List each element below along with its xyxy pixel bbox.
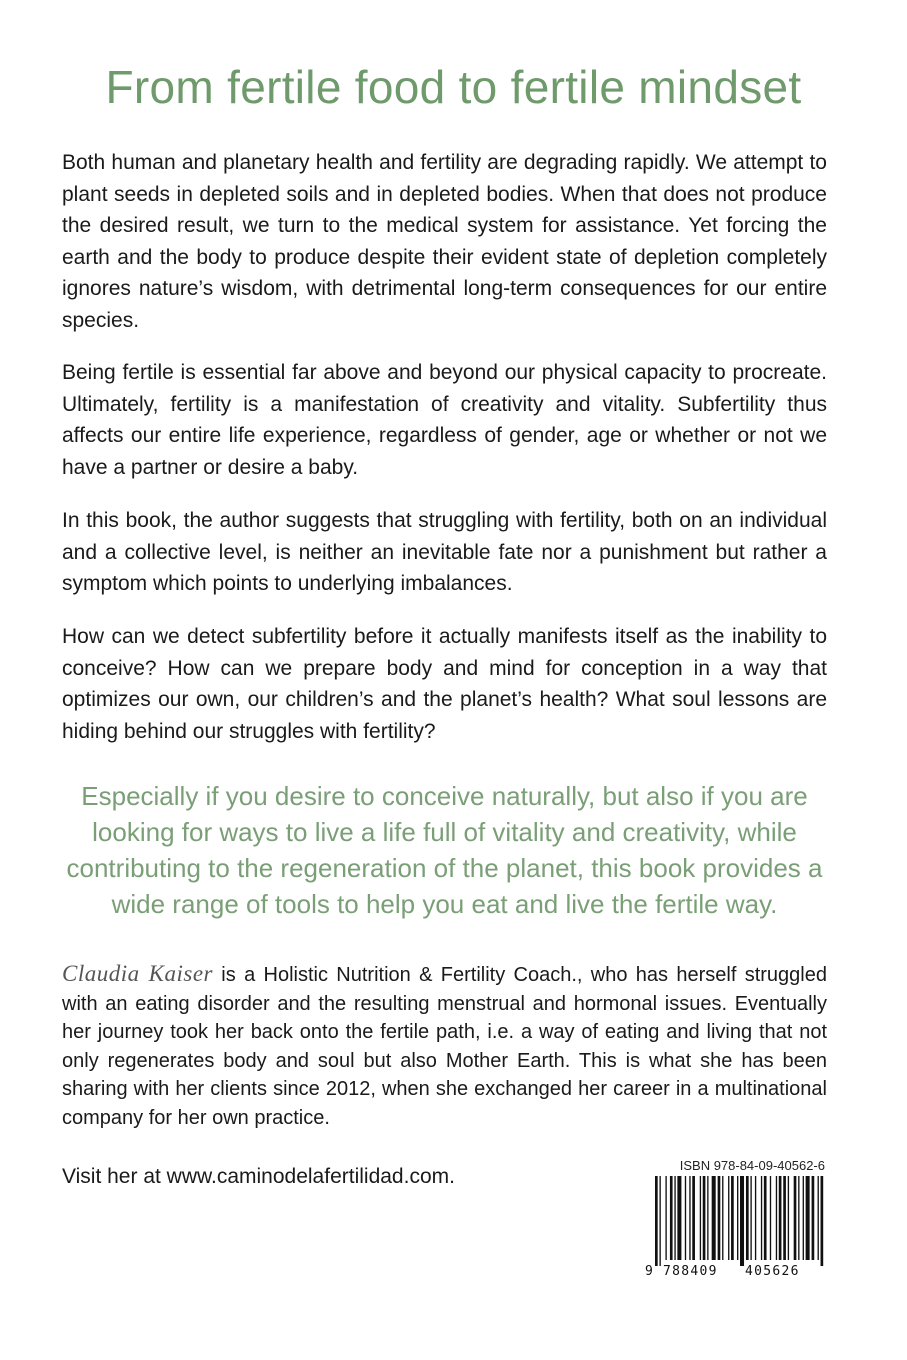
barcode-bar xyxy=(731,1176,734,1260)
isbn-barcode-block xyxy=(645,1158,825,1283)
paragraph-being-fertile: Being fertile is essential far above and beyond our physical capacity to procreate. Ultimately, fertility is a manifestation of creativity and vitality. Subfertility thus affects our entire life experience, regardless of gender, age or whether or not we have a partner or desire a baby. xyxy=(62,361,827,479)
barcode-image xyxy=(655,1176,825,1266)
barcode-bar xyxy=(712,1176,716,1260)
barcode-digits-left: 788409 xyxy=(663,1264,718,1279)
barcode-bar xyxy=(655,1176,658,1266)
barcode-bar xyxy=(737,1176,738,1260)
barcode-bar xyxy=(722,1176,723,1260)
barcode-bar xyxy=(689,1176,690,1260)
barcode-bar xyxy=(806,1176,810,1260)
barcode-bar xyxy=(788,1176,789,1260)
barcode-bar xyxy=(670,1176,673,1260)
barcode-bar xyxy=(770,1176,771,1260)
barcode-bar xyxy=(798,1176,799,1260)
author-name: Claudia Kaiser xyxy=(62,961,213,986)
barcode-bar xyxy=(812,1176,815,1260)
barcode-bar xyxy=(707,1176,708,1260)
barcode-bar xyxy=(677,1176,681,1260)
barcode-digits-right: 405626 xyxy=(745,1264,800,1279)
barcode-bar xyxy=(740,1176,744,1266)
barcode-bar xyxy=(685,1176,686,1260)
barcode-bar xyxy=(746,1176,749,1260)
barcode-bar xyxy=(700,1176,701,1260)
barcode-bar xyxy=(779,1176,782,1260)
barcode-bar xyxy=(755,1176,756,1260)
website-line: Visit her at www.caminodelafertilidad.com. xyxy=(62,1165,455,1188)
barcode-bar xyxy=(803,1176,804,1260)
isbn-label: ISBN 978-84-09-40562-6 xyxy=(679,1158,825,1173)
barcode-bar xyxy=(794,1176,797,1260)
barcode-bar xyxy=(764,1176,767,1260)
barcode-bar xyxy=(776,1176,777,1260)
barcode-bar xyxy=(761,1176,762,1260)
barcode-bar xyxy=(674,1176,675,1260)
barcode-bar xyxy=(659,1176,660,1266)
highlight-blurb: Especially if you desire to conceive naturally, but also if you are looking for ways to live a life full of vitality and creativity, while contributing to the regeneration of the planet, this book provides a wide range of tools to help you eat and live the fertile way. xyxy=(66,781,823,919)
author-bio xyxy=(62,960,827,1133)
barcode-bar xyxy=(665,1176,666,1260)
barcode-bar xyxy=(692,1176,695,1260)
barcode-bar xyxy=(718,1176,721,1260)
author-bio-text: is a Holistic Nutrition & Fertility Coach., who has herself struggled with an eating disorder and the resulting menstrual and hormonal issues. Eventually her journey took her back onto the fertile path, i.e. a way of eating and living that not only regenerates body and soul but also Mother Earth. This is what she has been sharing with her clients since 2012, when she exchanged her career in a multinational company for her own practice. xyxy=(62,964,827,1129)
barcode-digit-first: 9 xyxy=(645,1264,655,1279)
paragraph-questions: How can we detect subfertility before it actually manifests itself as the inability to conceive? How can we prepare body and mind for conception in a way that optimizes our own, our children’s and the planet’s health? What soul lessons are hiding behind our struggles with fertility? xyxy=(62,625,827,743)
barcode-bar xyxy=(728,1176,729,1260)
paragraph-in-this-book: In this book, the author suggests that struggling with fertility, both on an individual and a collective level, is neither an inevitable fate nor a punishment but rather a symptom which points to underlying imbalances. xyxy=(62,509,827,595)
barcode-bar xyxy=(818,1176,819,1260)
barcode-bar xyxy=(703,1176,706,1260)
barcode-bar xyxy=(783,1176,786,1260)
barcode-bar xyxy=(821,1176,824,1266)
paragraph-health-degrading: Both human and planetary health and fertility are degrading rapidly. We attempt to plant seeds in depleted soils and in depleted bodies. When that does not produce the desired result, we turn to the medical system for assistance. Yet forcing the earth and the body to produce despite their evident state of depletion completely ignores nature’s wisdom, with detrimental long-term consequences for our entire species. xyxy=(62,151,827,332)
barcode-bar xyxy=(750,1176,751,1260)
page-title: From fertile food to fertile mindset xyxy=(105,61,802,113)
